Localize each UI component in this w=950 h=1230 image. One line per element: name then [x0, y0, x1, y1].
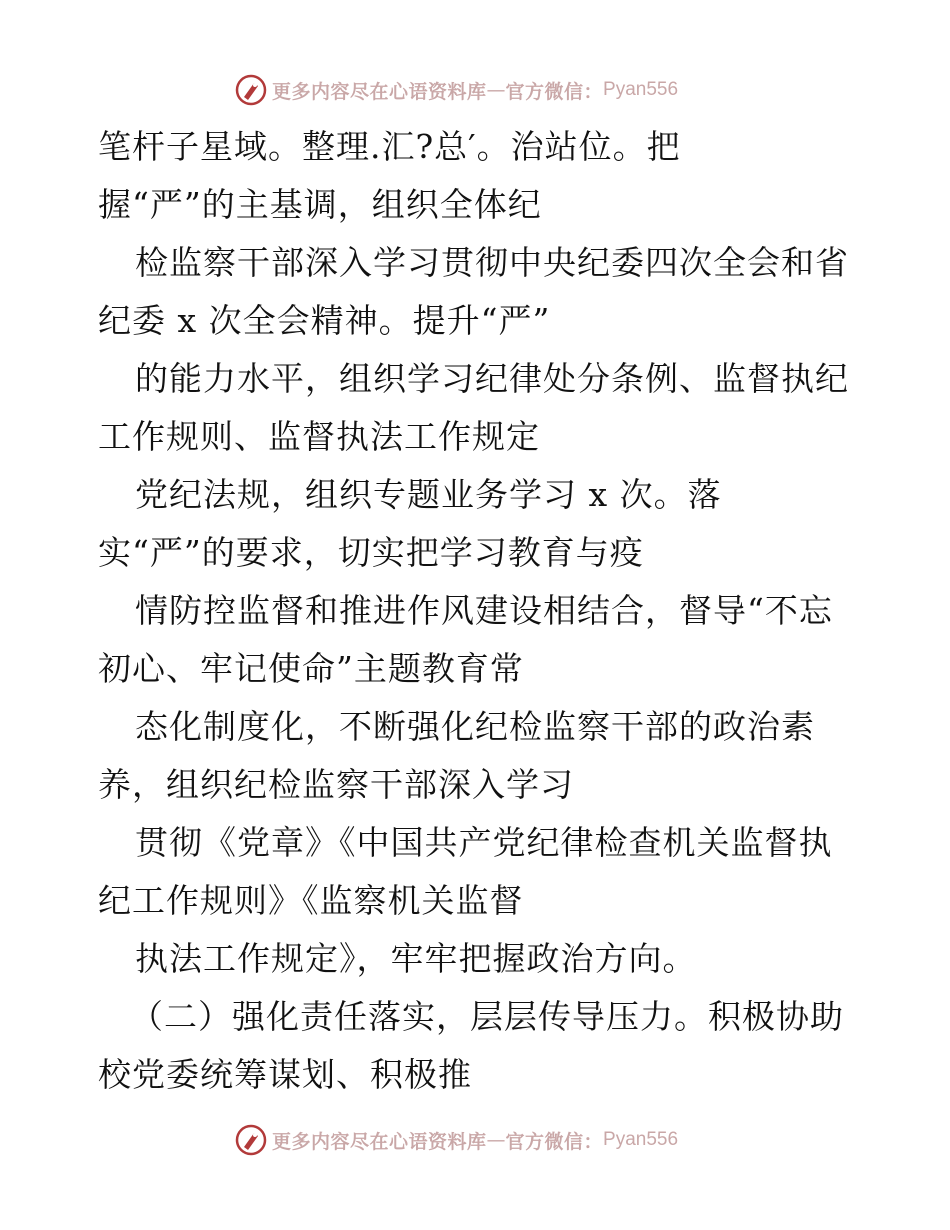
- body-line: 初心、牢记使命”主题教育常: [98, 649, 524, 688]
- body-line: 校党委统筹谋划、积极推: [98, 1055, 472, 1094]
- body-line: 检监察干部深入学习贯彻中央纪委四次全会和省: [135, 243, 849, 282]
- body-line: 纪委 x 次全会精神。提升“严”: [98, 301, 551, 340]
- body-line: 情防控监督和推进作风建设相结合，督导“不忘: [135, 591, 833, 630]
- pen-nib-logo-icon: [234, 1123, 268, 1157]
- body-line: 养，组织纪检监察干部深入学习: [98, 765, 574, 804]
- watermark-wechat-id: Pyan556: [603, 1129, 679, 1150]
- watermark-wechat-label: 官方微信：: [505, 1130, 604, 1153]
- body-line: 工作规则、监督执法工作规定: [98, 417, 540, 456]
- body-line: 党纪法规，组织专题业务学习 x 次。落: [135, 475, 722, 514]
- watermark-main-text: 更多内容尽在心语资料库: [272, 80, 487, 103]
- body-line: 执法工作规定》，牢牢把握政治方向。: [135, 939, 697, 978]
- watermark-separator: —: [486, 1129, 506, 1151]
- footer-watermark: [234, 1122, 678, 1158]
- body-line: 笔杆子星域。整理.汇?总′。治站位。把: [98, 127, 681, 166]
- body-line: 态化制度化，不断强化纪检监察干部的政治素: [135, 707, 815, 746]
- watermark-separator: —: [486, 79, 506, 101]
- body-line-section-heading: （二）强化责任落实，层层传导压力。积极协助: [130, 997, 844, 1036]
- body-line: 的能力水平，组织学习纪律处分条例、监督执纪: [135, 359, 849, 398]
- header-watermark: [234, 72, 678, 108]
- watermark-main-text: 更多内容尽在心语资料库: [272, 1130, 487, 1153]
- watermark-wechat-id: Pyan556: [603, 79, 679, 100]
- body-line: 握“严”的主基调，组织全体纪: [98, 185, 542, 224]
- body-line: 实“严”的要求，切实把学习教育与疫: [98, 533, 644, 572]
- body-line: 纪工作规则》《监察机关监督: [98, 881, 524, 920]
- pen-nib-logo-icon: [234, 73, 268, 107]
- watermark-wechat-label: 官方微信：: [505, 80, 604, 103]
- body-line: 贯彻《党章》《中国共产党纪律检查机关监督执: [135, 823, 833, 862]
